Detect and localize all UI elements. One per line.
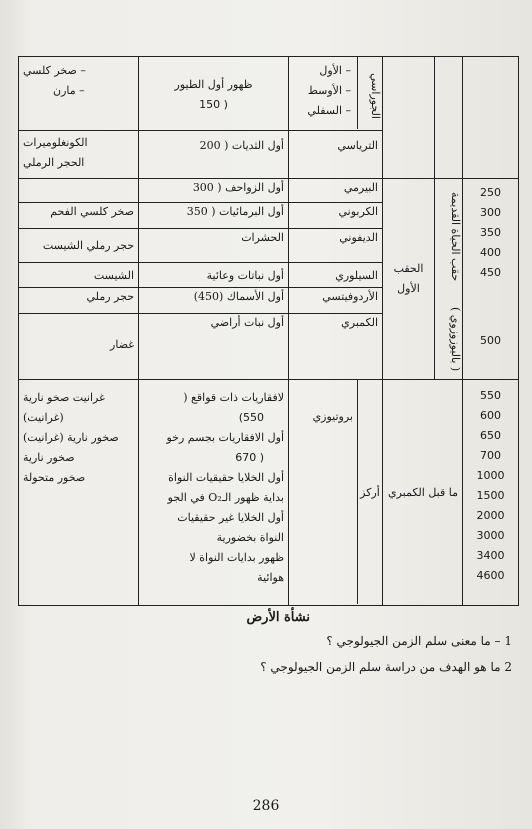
rock-cell: حجر رملي (19, 287, 139, 313)
event-cell: أول البرمائيات ( 350 (139, 203, 289, 229)
rock-cell: صخر كلسي الفحم (19, 203, 139, 229)
rock-text: – صخر كلسي (23, 64, 86, 77)
era-text: الأول (397, 282, 420, 295)
era-label: حقب الحياة القديمة (449, 192, 462, 282)
event-text: ( 670 (235, 451, 264, 464)
era-label: ( باليوزوزوي ) (449, 306, 462, 372)
rock-cell (19, 179, 139, 203)
event-cell (139, 57, 289, 131)
precam-events-cell (139, 380, 289, 606)
precam-rocks-cell (19, 380, 139, 606)
event-cell: أول الزواحف ( 300 (139, 179, 289, 203)
table-row (19, 179, 519, 203)
geologic-time-table (18, 56, 519, 606)
mya-value: 300 (480, 206, 501, 219)
event-text: ظهور أول الطيور (174, 78, 253, 91)
mya-value: 4600 (476, 569, 505, 582)
mya-value: 400 (480, 246, 501, 259)
event-cell: أول الثديات ( 200 (139, 131, 289, 179)
period-cell: الأردوفيتسي (289, 287, 383, 313)
mya-value: 1000 (476, 469, 505, 482)
rock-text: غرانيت صخو نارية (23, 391, 105, 404)
jurassic-cell (289, 57, 383, 131)
era-ancient-life (435, 179, 463, 380)
period-triassic: الترياسي (289, 131, 383, 179)
mya-value: 500 (480, 334, 501, 347)
event-cell: أول نبات أراضي (139, 313, 289, 379)
rock-text: – مارن (53, 84, 85, 97)
mya-column-paleozoic (463, 179, 519, 380)
event-text: النواة بخضورية (216, 531, 284, 544)
rock-text: (غرانيت) (23, 411, 64, 424)
mya-value: 3400 (476, 549, 505, 562)
event-cell: الحشرات (139, 229, 289, 263)
mya-column-precambrian (463, 380, 519, 606)
mya-value: 700 (480, 449, 501, 462)
event-text: أول الافقاريات بجسم رخو (166, 431, 284, 444)
mya-value: 1500 (476, 489, 505, 502)
event-text: 550) (238, 411, 264, 424)
period-cell: السيلوري (289, 263, 383, 287)
era-precambrian: ما قبل الكمبري (383, 380, 463, 606)
question-1: 1 – ما معنى سلم الزمن الجيولوجي ؟ (326, 634, 512, 648)
period-cell: الديفوني (289, 229, 383, 263)
rock-cell (19, 131, 139, 179)
era-first (383, 179, 435, 380)
table-row (19, 57, 519, 131)
event-text: ظهور بدايات النواة لا (189, 551, 284, 564)
event-text: بداية ظهور الـO₂ في الجو (167, 491, 284, 504)
sub-period: – الأوسط (307, 84, 351, 97)
precambrian-period-cell (289, 380, 383, 606)
rock-cell: غضار (19, 313, 139, 379)
rock-text: صخور متحولة (23, 471, 86, 484)
event-text: هوائية (257, 571, 284, 584)
period-cell: الكمبري (289, 313, 383, 379)
archean-label: أركز (357, 380, 382, 604)
proterozoic-label: بروتيوزي (312, 410, 353, 423)
rock-text: صخور نارية (23, 451, 75, 464)
rock-cell: الشيست (19, 263, 139, 287)
era-cell-empty (383, 57, 435, 179)
mya-value: 3000 (476, 529, 505, 542)
mya-value: 550 (480, 389, 501, 402)
period-jurassic: الجوراسي (369, 73, 382, 119)
era-text: الحقب (393, 262, 424, 275)
sub-period: – الأول (319, 64, 351, 77)
rock-text: صخور نارية (غرانيت) (23, 431, 119, 444)
rock-cell: حجر رملي الشيست (19, 229, 139, 263)
mya-value: 350 (480, 226, 501, 239)
rock-text: الحجر الرملي (23, 156, 85, 169)
period-cell: الكربوني (289, 203, 383, 229)
event-cell: أول نباتات وعائية (139, 263, 289, 287)
section-title: نشأة الأرض (246, 610, 310, 625)
rock-cell (19, 57, 139, 131)
event-text: لافقاريات ذات قواقع ( (183, 391, 284, 404)
event-text: ( 150 (199, 98, 228, 111)
mya-value: 450 (480, 266, 501, 279)
mya-value: 650 (480, 429, 501, 442)
event-text: أول الخلايا حقيقيات النواة (168, 471, 284, 484)
table-row (19, 380, 519, 606)
era-cell-empty (435, 57, 463, 179)
mya-value: 2000 (476, 509, 505, 522)
question-2: 2 ما هو الهدف من دراسة سلم الزمن الجيولوجي ؟ (260, 660, 512, 674)
mya-value: 250 (480, 186, 501, 199)
rock-text: الكونغلوميرات (23, 136, 88, 149)
page-number: 286 (252, 798, 280, 814)
sub-period: – السفلي (307, 104, 351, 117)
mya-value: 600 (480, 409, 501, 422)
mya-cell-empty (463, 57, 519, 179)
event-text: أول الخلايا غير حقيقيات (177, 511, 284, 524)
period-cell: البيرمي (289, 179, 383, 203)
event-cell: أول الأسماك (450) (139, 287, 289, 313)
